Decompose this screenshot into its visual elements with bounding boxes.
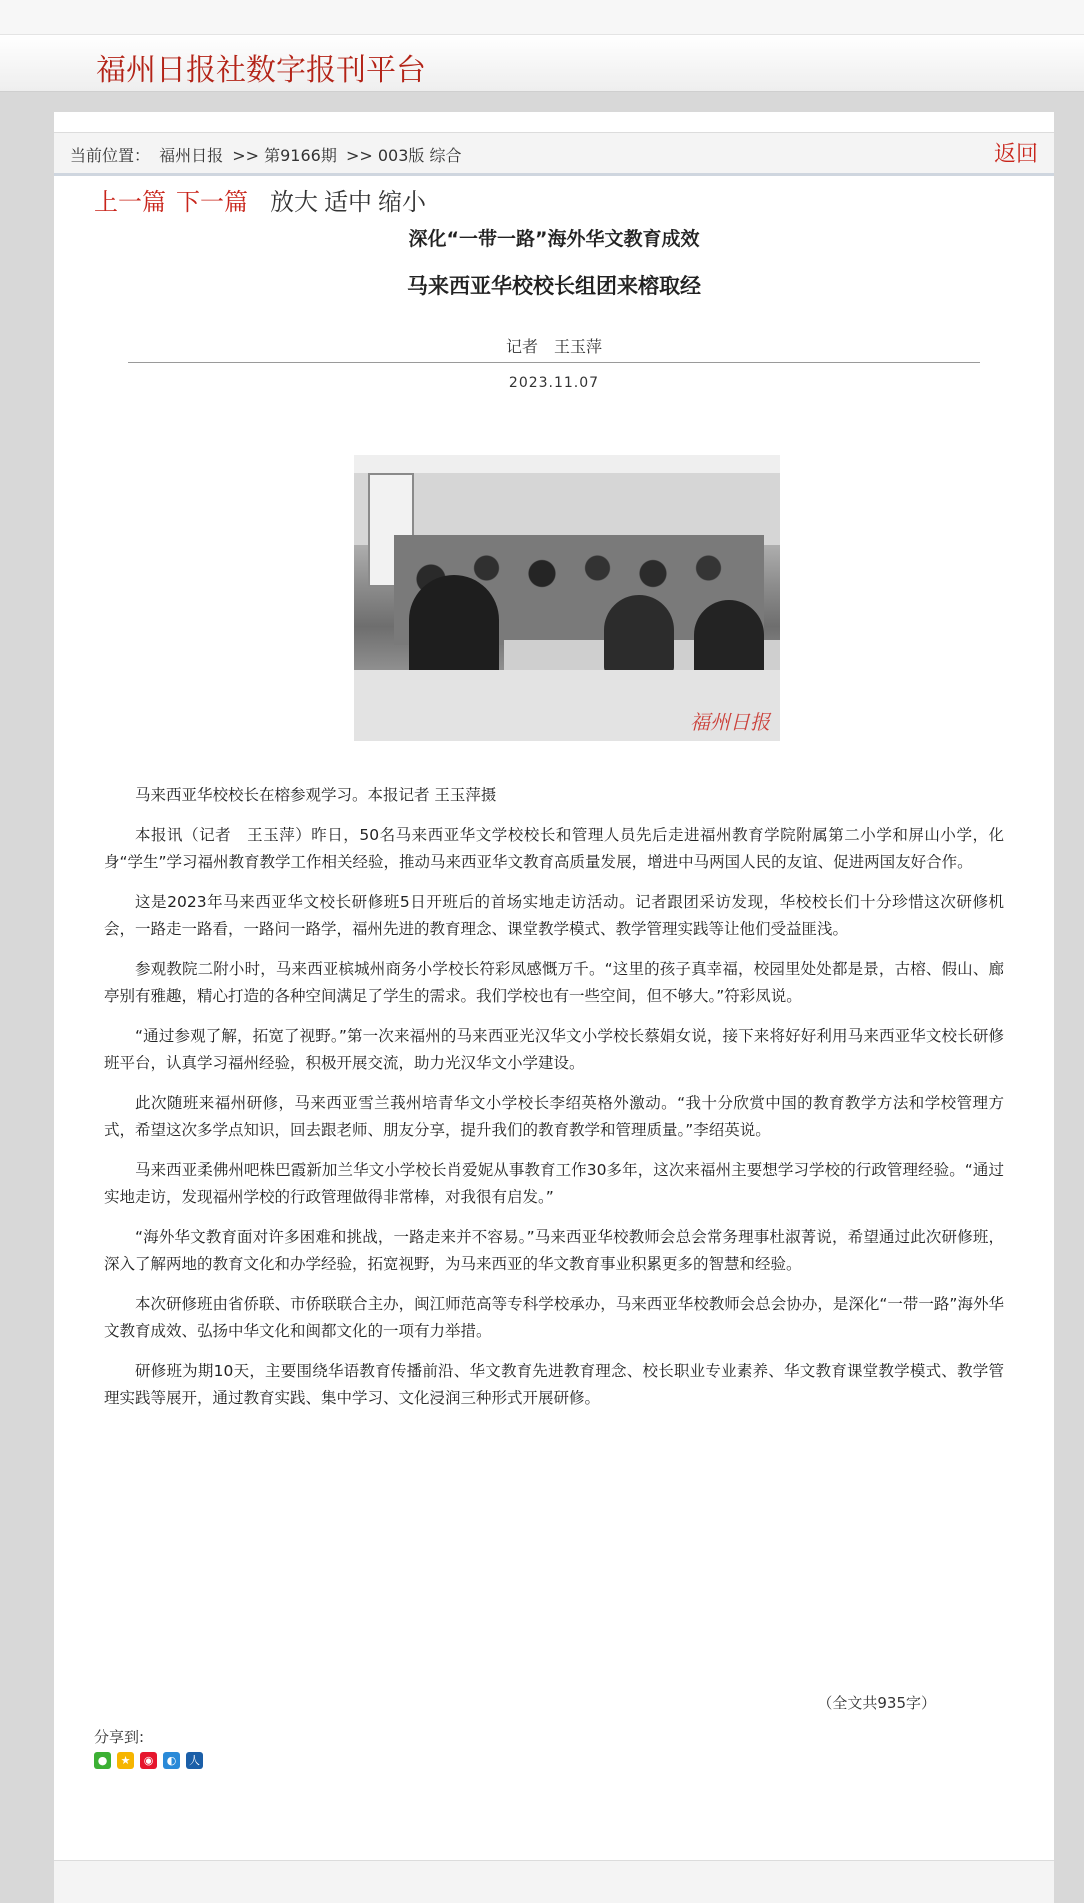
paragraph: 马来西亚柔佛州吧株巴霞新加兰华文小学校长肖爱妮从事教育工作30多年，这次来福州主要想学习学校的行政管理经验。“通过实地走访，发现福州学校的行政管理做得非常棒，对我很有启发。” [104,1161,1004,1206]
site-title[interactable]: 福州日报社数字报刊平台 [96,53,426,88]
photo-caption: 马来西亚华校校长在榕参观学习。本报记者 王玉萍摄 [135,786,497,804]
next-article-link[interactable]: 下一篇 [176,188,248,216]
photo-watermark: 福州日报 [690,710,770,734]
paragraph: 此次随班来福州研修，马来西亚雪兰莪州培青华文小学校长李绍英格外激动。“我十分欣赏中国的教育教学方法和学校管理方式，希望这次多学点知识，回去跟老师、朋友分享，提升我们的教育教学和管理质量。”李绍英说。 [104,1094,1004,1139]
renren-icon[interactable]: 人 [186,1752,203,1769]
qzone-icon[interactable]: ★ [117,1752,134,1769]
article-author: 记者 王玉萍 [505,337,602,356]
zoom-out-button[interactable]: 缩小 [378,188,426,216]
breadcrumb-paper[interactable]: 福州日报 [159,146,224,165]
breadcrumb-section[interactable]: >> 003版 综合 [345,146,462,165]
article-subtitle: 深化“一带一路”海外华文教育成效 [408,228,700,250]
fit-button[interactable]: 适中 [324,188,372,216]
article-photo[interactable] [354,455,780,741]
wechat-icon[interactable]: ● [94,1752,111,1769]
article-title: 马来西亚华校校长组团来榕取经 [407,274,701,298]
article-date: 2023.11.07 [508,375,600,391]
breadcrumb-bar [54,132,1054,176]
content-panel [54,112,1054,1902]
top-strip [0,0,1084,35]
breadcrumb [70,143,465,166]
paragraph: 参观教院二附小时，马来西亚槟城州商务小学校长符彩凤感慨万千。“这里的孩子真幸福，校园里处处都是景，古榕、假山、廊亭别有雅趣，精心打造的各种空间满足了学生的需求。我们学校也有一些空间，但不够大。”符彩凤说。 [104,960,1004,1005]
share-label: 分享到: [94,1728,145,1746]
paragraph: 本报讯（记者 王玉萍）昨日，50名马来西亚华文学校校长和管理人员先后走进福州教育学院附属第二小学和屏山小学，化身“学生”学习福州教育教学工作相关经验，推动马来西亚华文教育高质量发展，增进中马两国人民的友谊、促进两国友好合作。 [104,826,1004,871]
word-count: （全文共935字） [817,1694,936,1712]
paragraph: “海外华文教育面对许多困难和挑战，一路走来并不容易。”马来西亚华校教师会总会常务理事杜淑菁说，希望通过此次研修班，深入了解两地的教育文化和办学经验，拓宽视野，为马来西亚的华文教育事业积累更多的智慧和经验。 [104,1228,1004,1273]
zoom-in-button[interactable]: 放大 [270,188,318,216]
site-header [0,35,1084,92]
paragraph: 研修班为期10天，主要围绕华语教育传播前沿、华文教育先进教育理念、校长职业专业素养、华文教育课堂教学模式、教学管理实践等展开，通过教育实践、集中学习、文化浸润三种形式开展研修。 [104,1362,1004,1407]
paragraph: 本次研修班由省侨联、市侨联联合主办，闽江师范高等专科学校承办，马来西亚华校教师会总会协办，是深化“一带一路”海外华文教育成效、弘扬中华文化和闽都文化的一项有力举措。 [104,1295,1004,1340]
prev-article-link[interactable]: 上一篇 [94,188,166,216]
share-icons [94,1752,203,1769]
pengyou-icon[interactable]: ◐ [163,1752,180,1769]
paragraph: “通过参观了解，拓宽了视野。”第一次来福州的马来西亚光汉华文小学校长蔡娟女说，接下来将好好利用马来西亚华文校长研修班平台，认真学习福州经验，积极开展交流，助力光汉华文小学建设。 [104,1027,1004,1072]
breadcrumb-label: 当前位置： [70,146,151,165]
divider [128,362,980,363]
bottom-bar [54,1860,1054,1903]
article-body [104,782,1004,1425]
weibo-icon[interactable]: ◉ [140,1752,157,1769]
breadcrumb-issue[interactable]: >> 第9166期 [232,146,337,165]
back-link[interactable]: 返回 [993,142,1038,167]
paragraph: 这是2023年马来西亚华文校长研修班5日开班后的首场实地走访活动。记者跟团采访发现，华校校长们十分珍惜这次研修机会，一路走一路看，一路问一路学，福州先进的教育理念、课堂教学模式、教学管理实践等让他们受益匪浅。 [104,893,1004,938]
article-toolbar [94,182,432,217]
